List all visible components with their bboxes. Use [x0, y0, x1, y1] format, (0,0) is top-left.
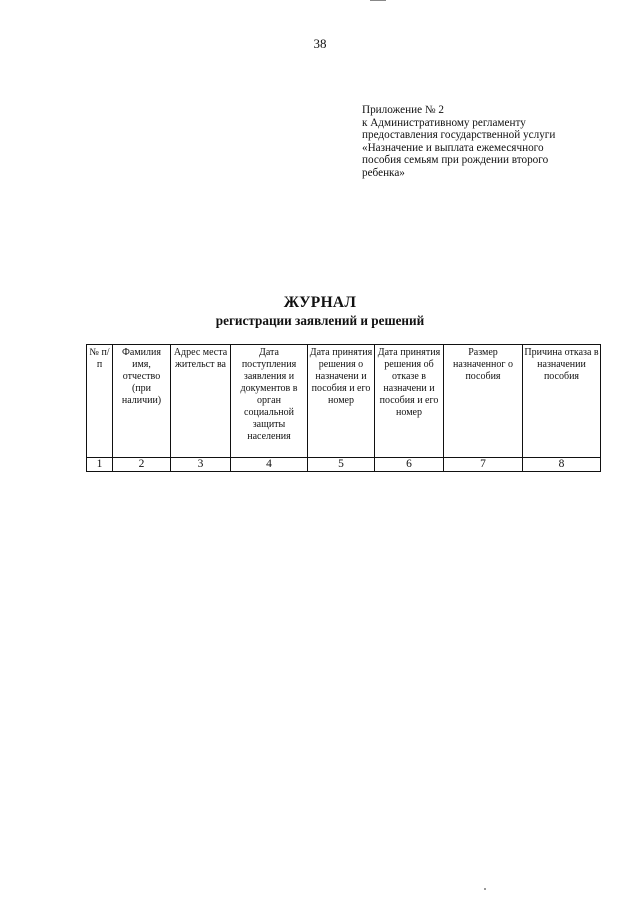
journal-table — [86, 344, 601, 472]
column-header-grant-decision-date: Дата принятия решения о назначени и пособия и его номер — [308, 345, 375, 458]
appendix-line: пособия семьям при рождении второго — [362, 154, 549, 167]
column-header-full-name: Фамилия имя, отчество (при наличии) — [113, 345, 171, 458]
column-header-receipt-date: Дата поступления заявления и документов в орган социальной защиты населения — [231, 345, 308, 458]
column-header-refusal-reason: Причина отказа в назначении пособия — [523, 345, 601, 458]
column-number-cell: 7 — [444, 458, 523, 472]
appendix-note — [362, 104, 612, 180]
page-number: 38 — [313, 36, 327, 51]
column-number-cell: 5 — [308, 458, 375, 472]
column-number-cell: 6 — [375, 458, 444, 472]
appendix-line: предоставления государственной услуги — [362, 129, 556, 142]
column-header-refusal-decision-date: Дата принятия решения об отказе в назначени и пособия и его номер — [375, 345, 444, 458]
table-header-row — [87, 345, 601, 458]
column-number-cell: 1 — [87, 458, 113, 472]
scan-artifact — [484, 888, 486, 890]
column-header-number: № п/ п — [87, 345, 113, 458]
column-number-cell: 3 — [171, 458, 231, 472]
appendix-line: к Административному регламенту — [362, 116, 526, 129]
appendix-line: «Назначение и выплата ежемесячного — [362, 141, 544, 154]
column-numbers-row — [87, 458, 601, 472]
journal-subtitle: регистрации заявлений и решений — [215, 313, 425, 328]
journal-title: ЖУРНАЛ — [283, 294, 357, 311]
appendix-line: ребенка» — [362, 166, 405, 179]
scan-artifact — [370, 0, 386, 1]
column-number-cell: 2 — [113, 458, 171, 472]
column-number-cell: 4 — [231, 458, 308, 472]
column-header-address: Адрес места жительст ва — [171, 345, 231, 458]
column-number-cell: 8 — [523, 458, 601, 472]
column-header-benefit-amount: Размер назначенног о пособия — [444, 345, 523, 458]
appendix-line: Приложение № 2 — [362, 104, 444, 116]
